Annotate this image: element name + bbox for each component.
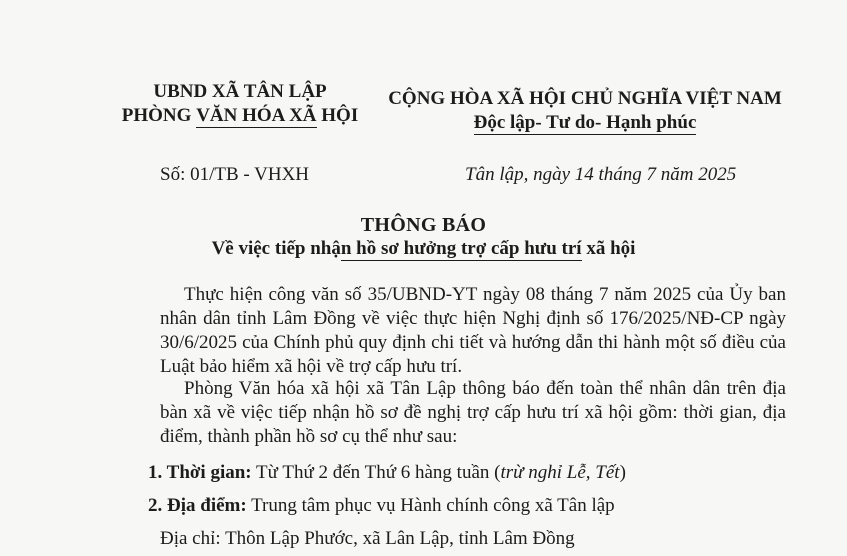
subtitle-suffix: xã hội bbox=[581, 238, 636, 259]
issuing-organization bbox=[100, 80, 380, 128]
body-paragraph-1: Thực hiện công văn số 35/UBND-YT ngày 08 tháng 7 năm 2025 của Ủy ban nhân dân tỉnh Lâm Đồng về việc thực hiện Nghị định số 176/2025/NĐ-CP ngày 30/6/2025 của Chính phủ quy định chi tiết và hướng dẫn thi hành một số điều của Luật bảo hiểm xã hội về trợ cấp hưu trí. bbox=[160, 284, 786, 377]
document-number: Số: 01/TB - VHXH bbox=[160, 164, 310, 185]
list-item-time bbox=[148, 462, 626, 484]
place-and-date: Tân lập, ngày 14 tháng 7 năm 2025 bbox=[465, 164, 737, 185]
location-label: 2. Địa điểm: bbox=[148, 495, 247, 516]
time-note: trừ nghỉ Lễ, Tết bbox=[500, 462, 620, 483]
subtitle-prefix: Về việc tiếp nhậ bbox=[211, 238, 341, 259]
location-text: Trung tâm phục vụ Hành chính công xã Tân lập bbox=[246, 495, 615, 516]
department-prefix: PHÒNG bbox=[121, 105, 197, 126]
time-text: Từ Thứ 2 đến Thứ 6 hàng tuần ( bbox=[251, 462, 501, 483]
list-item-location bbox=[148, 495, 615, 517]
department-suffix: HỘI bbox=[316, 105, 359, 126]
country-name: CỘNG HÒA XÃ HỘI CHỦ NGHĨA VIỆT NAM bbox=[388, 88, 782, 109]
subtitle-underlined: n hồ sơ hưởng trợ cấp hưu trí bbox=[340, 238, 582, 259]
department-underlined: VĂN HÓA XÃ bbox=[196, 105, 317, 126]
department-name-line bbox=[100, 104, 380, 128]
national-heading bbox=[365, 87, 805, 135]
time-close: ) bbox=[619, 462, 626, 483]
national-motto: Độc lập- Tư do- Hạnh phúc bbox=[473, 112, 697, 133]
document-subtitle bbox=[0, 238, 847, 261]
document-title: THÔNG BÁO bbox=[360, 214, 487, 236]
address-line: Địa chỉ: Thôn Lập Phước, xã Lân Lập, tỉnh Lâm Đồng bbox=[160, 528, 575, 549]
time-label: 1. Thời gian: bbox=[148, 462, 252, 483]
org-name-line: UBND XÃ TÂN LẬP bbox=[153, 81, 327, 102]
body-paragraph-2: Phòng Văn hóa xã hội xã Tân Lập thông báo đến toàn thể nhân dân trên địa bàn xã về việc tiếp nhận hồ sơ đề nghị trợ cấp hưu trí xã hội gồm: thời gian, địa điểm, thành phần hồ sơ cụ thể như sau: bbox=[160, 378, 786, 447]
